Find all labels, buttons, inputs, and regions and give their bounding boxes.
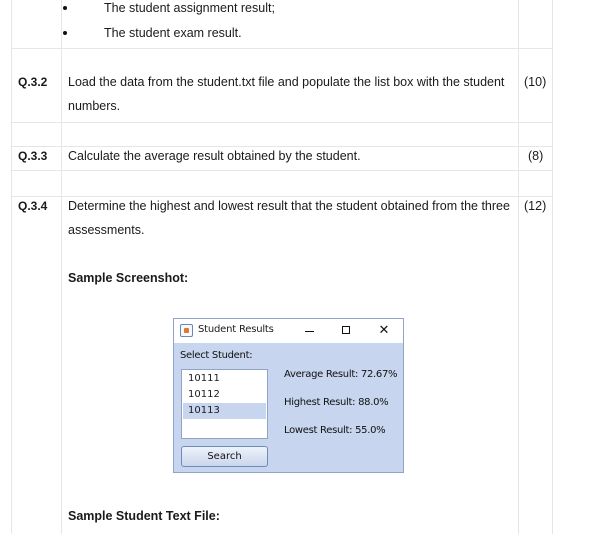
- table-border-right: [552, 0, 553, 534]
- list-item[interactable]: 10111: [188, 373, 220, 384]
- table-row-divider: [11, 48, 553, 49]
- search-button[interactable]: Search: [181, 446, 268, 467]
- question-number: Q.3.2: [18, 75, 48, 89]
- question-text-continued: numbers.: [68, 99, 121, 113]
- table-column-divider-marks: [518, 0, 519, 534]
- question-marks: (10): [524, 75, 547, 89]
- java-app-icon: [180, 324, 193, 337]
- list-item-selected[interactable]: 10113: [183, 403, 266, 419]
- window-title: Student Results: [198, 324, 274, 335]
- question-text: Calculate the average result obtained by the student.: [68, 149, 361, 163]
- question-number: Q.3.4: [18, 199, 48, 213]
- table-row-divider: [11, 122, 553, 123]
- table-column-divider-question: [61, 0, 62, 534]
- bullet-icon: [63, 31, 67, 35]
- maximize-icon[interactable]: [338, 322, 356, 340]
- bullet-icon: [63, 6, 67, 10]
- bullet-item-exam: The student exam result.: [104, 26, 242, 40]
- student-listbox[interactable]: [181, 369, 268, 439]
- select-student-label: Select Student:: [180, 350, 253, 361]
- close-icon[interactable]: ✕: [378, 323, 390, 338]
- table-row-divider: [11, 170, 553, 171]
- highest-result-label: Highest Result: 88.0%: [284, 397, 389, 408]
- sample-text-file-heading: Sample Student Text File:: [68, 509, 220, 523]
- question-marks: (8): [528, 149, 544, 163]
- question-text: Determine the highest and lowest result that the student obtained from the three: [68, 199, 510, 213]
- bullet-item-assignment: The student assignment result;: [104, 1, 275, 15]
- lowest-result-label: Lowest Result: 55.0%: [284, 425, 386, 436]
- window-titlebar: [174, 319, 403, 343]
- table-border-left: [11, 0, 12, 534]
- table-row-divider: [11, 146, 553, 147]
- sample-screenshot-heading: Sample Screenshot:: [68, 271, 189, 285]
- list-item[interactable]: 10112: [188, 389, 220, 400]
- minimize-icon[interactable]: [301, 322, 319, 340]
- question-text: Load the data from the student.txt file and populate the list box with the student: [68, 75, 505, 89]
- table-row-divider: [11, 196, 553, 197]
- question-marks: (12): [524, 199, 547, 213]
- question-number: Q.3.3: [18, 149, 48, 163]
- question-text-continued: assessments.: [68, 223, 145, 237]
- student-results-window: [173, 318, 404, 473]
- average-result-label: Average Result: 72.67%: [284, 369, 398, 380]
